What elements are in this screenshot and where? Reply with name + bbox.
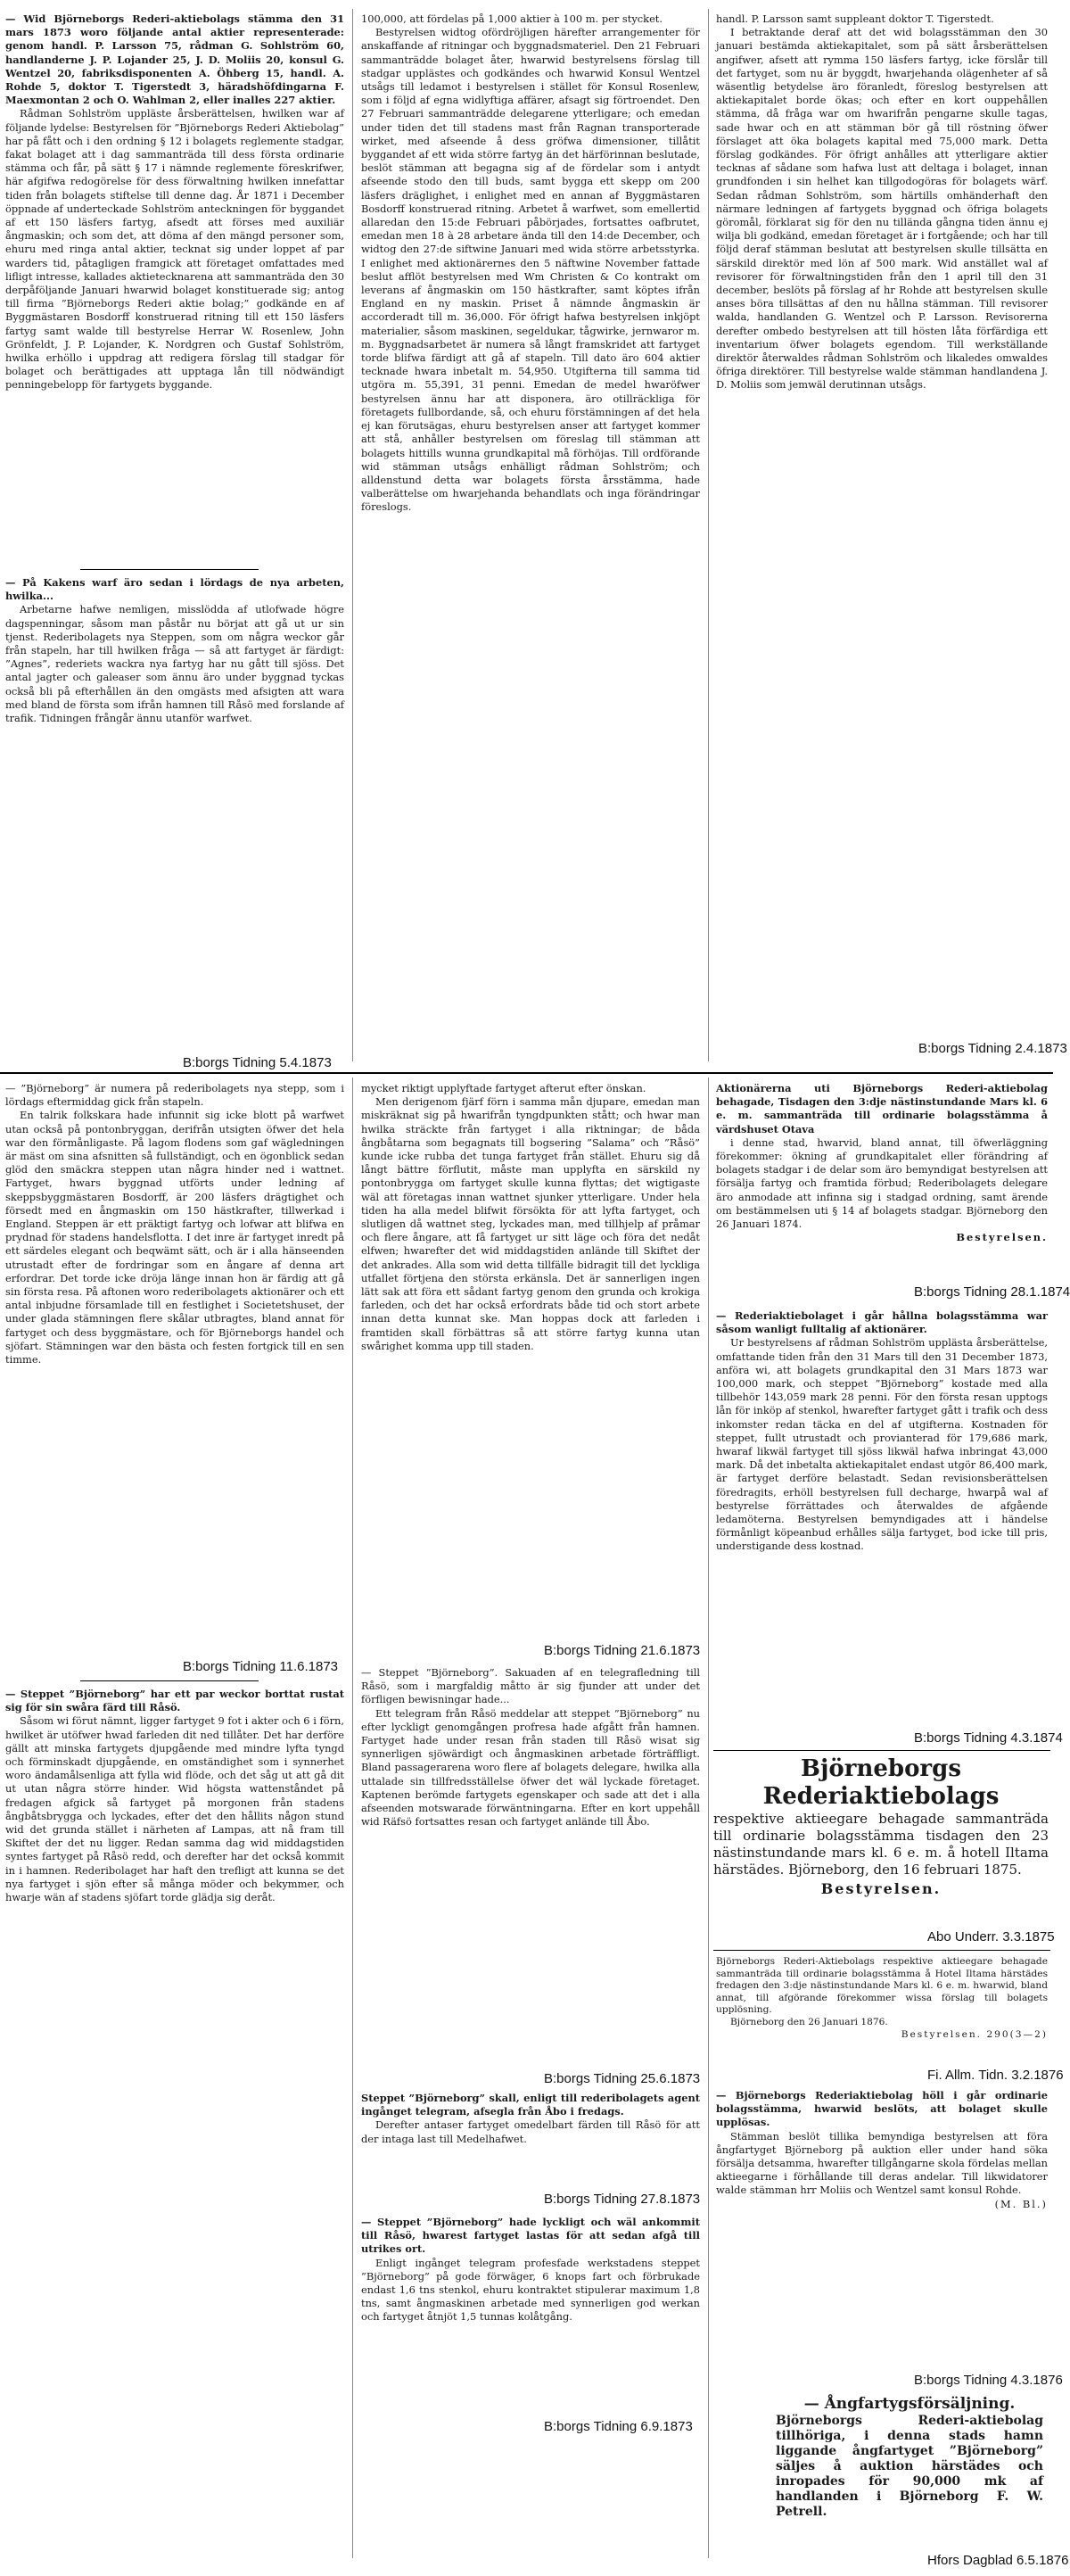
clipping-body: Derefter antaser fartyget omedelbart färden till Råsö för att der intaga last till Medelhafwet. xyxy=(361,2118,700,2145)
clipping-kaken-wharf xyxy=(0,576,350,1051)
clipping-annual-report xyxy=(356,12,705,1058)
clipping-lead: — Steppet ”Björneborg”. Sakuaden af en telegrafledning till Råsö, som i margfaldig måtto är sig fjunder att under det förfligen bewisningar hade... xyxy=(361,1666,700,1706)
source-label: B:borgs Tidning 11.6.1873 xyxy=(183,1659,339,1674)
clipping-lead: — ”Björneborg” är numera på rederibolagets nya stepp, som i lördags eftermiddag gick från stapeln. xyxy=(5,1082,344,1109)
row-divider xyxy=(0,1072,1053,1074)
clipping-lead: mycket riktigt upplyftade fartyget afterut efter önskan. xyxy=(361,1082,646,1094)
source-label: Hfors Dagblad 6.5.1876 xyxy=(927,2553,1069,2568)
clipping-departure-abo xyxy=(356,2092,705,2190)
clipping-meeting-report-1874 xyxy=(711,1309,1053,1729)
clipping-trial-run xyxy=(356,2216,705,2416)
clipping-launch xyxy=(0,1082,350,1655)
source-label: B:borgs Tidning 6.9.1873 xyxy=(544,2419,693,2434)
signature: (M. Bl.) xyxy=(994,2197,1048,2210)
clipping-lead: — Steppet ”Björneborg” hade lyckligt och wäl ankommit till Råsö, hwarest fartyget lastas för att sedan afgå till utrikes ort. xyxy=(361,2216,700,2256)
clipping-body: Rådman Sohlström uppläste årsberättelsen, hwilken war af följande lydelse: Bestyrelsen för ”Björneborgs Rederi Aktiebolag” har på fått och i den ordning § 12 i bolagets reglemente stadgar, fakat bolaget att i dag sammanträda till dess första ordinarie stämma och får, på sätt § 17 i nämnde reglemente föreskrifwer, här afgifwa redogörelse för dess förwaltning hwilken innefattar tiden från bolagets stiftelse till denne dag. År 1871 i December öppnade af underteckade Sohlström anteckningen för byggandet af ett 150 läsfers fartyg, afsedt att förses med auxiliär ångmaskin; och som det, att döma af den mängd personer som, ehuru med ringa antal aktier, tecknat sig under loppet af par warders tid, påtagligen framgick att företaget omfattades med lifligt intresse, kallades aktietecknarena att sammanträda den 30 derpåföljande Januari hwarwid bolaget konstituerade sig; antog till firma ”Björneborgs Rederi aktie bolag;” godkände en af Byggmästaren Bosdorff konstruerad ritning till ett 150 läsfers fartyg samt walde till bestyrelse Herrar W. Rosenlew, John Grönfeldt, J. P. Lojander, K. Nordgren och Gustaf Sohlström, hwilka erhöllo i uppdrag att redigera förslag till stadgar för bolaget och berättigades att upptaga lån till nödwändigt penningebelopp för fartygets byggande. xyxy=(5,107,344,392)
clipping-lead: — Björneborgs Rederiaktiebolag höll i går ordinarie bolagsstämma, hwarwid beslöts, att bolaget skulle upplösas. xyxy=(716,2089,1048,2129)
column-divider xyxy=(352,1077,353,2558)
column-divider xyxy=(708,1077,709,2558)
signature: Bestyrelsen. xyxy=(820,1880,942,1897)
separator-rule xyxy=(80,569,259,570)
source-label: B:borgs Tidning 28.1.1874 xyxy=(914,1284,1070,1300)
notice-meeting-1876 xyxy=(711,1956,1053,2065)
clipping-body: Stämman beslöt tillika bemyndiga bestyrelsen att föra ångfartyget Björneborg på auktion eller under hand söka försälja detsamma, hwarefter tillgångarne skola fördelas mellan aktieegarne i förhållande till deras andelar. Till likwidatorer walde stämman hrr Moliis och Wentzel samt konsul Rohde. xyxy=(716,2129,1048,2197)
source-label: B:borgs Tidning 27.8.1873 xyxy=(544,2192,701,2207)
clipping-lead: — Wid Björneborgs Rederi-aktiebolags stämma den 31 mars 1873 woro följande antal aktier representerade: genom handl. P. Larsson 75, rådman G. Sohlström 60, handlanderne J. P. Lojander 25, J. D. Moliis 20, konsul G. Wentzel 20, fabriksdisponenten A. Öhberg 15, handl. A. Rohde 5, doktor T. Tigerstedt 3, häradshöfdingarna F. Maexmontan 2 och O. Wahlman 2, eller inalles 227 aktier. xyxy=(5,12,344,107)
notice-meeting-1875 xyxy=(713,1755,1049,1925)
source-label: B:borgs Tidning 4.3.1874 xyxy=(914,1730,1063,1746)
separator-rule xyxy=(713,1750,1050,1751)
clipping-body: Björneborg den 26 Januari 1876. xyxy=(730,2016,888,2027)
reference-code: 290(3—2) xyxy=(986,2028,1048,2040)
clipping-lifting xyxy=(356,1082,705,1646)
clipping-lead: — Rederiaktiebolaget i går hållna bolagsstämma war såsom wanligt fulltalig af aktionärer. xyxy=(716,1309,1048,1336)
clipping-body: i denne stad, hwarvid, bland annat, till öfwerläggning förekommer: ökning af grundkapitalet eller förändring af bolagets stadgar i de delar som äro bemyndigat bestyrelsen att försälja fartyg och framtida förbud; Rederibolagets delegare äro anmodade att infinna sig i stadgad ordning, samt ärende om bestämmelsen uti § 14 af bolagets stadgar. Björneborg den 26 Januari 1874. xyxy=(716,1135,1048,1231)
clipping-body: Ur bestyrelsens af rådman Sohlström upplästa årsberättelse, omfattande tiden från den 31 Mars till den 31 December 1873, anföra wi, att bolagets grundkapital den 31 Mars 1873 war 100,000 mark, och steppet ”Björneborg” kostade med alla tillbehör 143,059 mark 28 penni. För den första resan upptogs lån för inköp af stenkol, hwarefter fartyget gått i trafik och dess inkomster redan täcka en del af utgifterna. Kostnaden för steppet, fullt utrustadt och provianterad för 179,686 mark, hwaraf likwäl fartyget till sjöss likwäl hafwa inbringat 43,000 mark. Då det inbetalta aktiekapitalet endast utgör 86,400 mark, är fartyget derföre belastadt. Sedan revisionsberättelsen föredragits, erhöll bestyrelsen full decharge, hwarpå wal af bestyrelse förrättades och återwaldes de afgående ledamöterna. Bestyrelsen bemyndigades att i händelse förmånligt köpeanbud erhålles sälja fartyget, bod icke till pris, understigande dess kostnad. xyxy=(716,1336,1048,1553)
notice-heading: Björneborgs Rederiaktiebolags xyxy=(762,1755,1000,1810)
clipping-body: Enligt ingånget telegram profesfade werkstadens steppet ”Björneborg” på gode förwäger, 6 knops fart och förbrukade endast 1,6 tns stenkol, ehuru kontraktet stipulerar maximum 1,8 tns, samt ångmaskinen arbetade med synnerligen god werkan och fartyget åtnjöt 1,5 tunnas kolåtgång. xyxy=(361,2256,700,2324)
clipping-lead: — Steppet ”Björneborg” har ett par weckor borttat rustat sig för sin swåra färd till Råsö. xyxy=(5,1688,344,1714)
clipping-journey-rasoe xyxy=(0,1688,350,2557)
notice-ship-sale xyxy=(776,2394,1043,2550)
clipping-body: Såsom wi förut nämnt, ligger fartyget 9 fot i akter och 6 i förn, hwilket är utöfwer hwad farleden dit ned tillåter. Det har derföre gällt att minska fartygets djupgående med mindre lyfta tyngd och förminskadt djupgående, en omständighet som i synnerhet woro ändamålsenliga att fylla wid flöde, och det såg ut att gå dit ut utan några större hinder. Wid högsta wattenståndet på fredagen afgick så fartyget på morgonen från stadens ångbåtsbrygga och lyckades, efter det den hållits någon stund wid det grunda stället i närheten af Lampas, att nå fram till Skiftet der det nu ligger. Redan samma dag wid middagstiden syntes fartyget på Råsö redd, och derefter har det också kommit in i hamnen. Rederibolaget har haft den trefligt att kunna se det nya fartyget i sjön efter så många möder och bekymmer, och hwarje wän af stadens sjöfart torde glädja sig deråt. xyxy=(5,1714,344,1904)
clipping-body: Bestyrelsen widtog ofördröjligen härefter arrangementer för anskaffande af ritningar och byggnadsmateriel. Den 21 Februari sammanträdde bolaget åter, hwarwid bestyrelsens förslag till stadgar upplästes och godkändes och hwarwid Konsul Wentzel utsågs till ledamot i bestyrelsen i stället för Konsul Rosenlew, som i följd af egna widlyftiga affärer, afsagt sig förtroendet. Den 27 Februari sammanträdde delegarene ytterligare; och emedan under tiden det till stadens mast från Ragnan transporterade wirket, med afseende å dess gröfwa dimensioner, tillåtit byggandet af ett wida större fartyg än det härförinnan beslutade, beslöt stämman att begagna sig af de fördelar som i antydt afseende stodo den till buds, samt bygga ett skepp om 200 läsfers dräglighet, i enlighet med en annan af Byggmästaren Bosdorff konstruerad ritning. Arbetet å warfwet, som emellertid allaredan den 15:de Februari påbörjades, fortsattes oafbrutet, emedan men 18 à 28 arbetare ända till den 14:de December, och widtog den 27:de siftwine Januari med wida större arbetsstyrka. I enlighet med aktionärernes den 5 näftwine November fattade beslut afflöt bestyrelsen med Wm Christen & Co kontrakt om leverans af ångmaskin om 150 hästkrafter, samt köptes ifrån England en ny maskin. Priset å nämnde ångmaskin är accorderadt till m. 36,000. För öfrigt hafwa bestyrelsen inkjöpt materialier, såsom maskinen, segeldukar, tågwirke, jernwaror m. m. Byggnadsarbetet är numera så långt framskridet att fartyget torde blifwa färdigt att gå af stapeln. Till dato äro 604 aktier tecknade hwara inbetalt m. 54,950. Utgifterna till samma tid utgöra m. 55,391, 31 penni. Emedan de medel hwaröfwer bestyrelsen ännu har att disponera, äro otillräckliga för företagets fullbordande, så, och ehuru förstämningen af det hela ej kan förutsägas, ehuru bestyrelsen anser att fartyget kommer att stå, anhåller bestyrelsen om föreslag till stämman att bolagets hittills wunna grundkapital må förhöjas. Till ordförande wid stämman utsågs enhälligt rådman Sohlström; och alldenstund detta war bolagets första årsstämma, hade valberättelse om hwarjehanda behandlats och inga förändringar föreslogs. xyxy=(361,26,700,514)
clipping-lead: Steppet ”Björneborg” skall, enligt till rederibolagets agent ingånget telegram, afsegla från Åbo i fredags. xyxy=(361,2092,700,2118)
separator-rule xyxy=(713,1950,1050,1951)
signature: Bestyrelsen. xyxy=(956,1231,1048,1244)
signature: Bestyrelsen. xyxy=(901,2028,983,2040)
clipping-capital-increase xyxy=(711,12,1053,1040)
source-label: B:borgs Tidning 21.6.1873 xyxy=(544,1643,701,1658)
source-label: B:borgs Tidning 4.3.1876 xyxy=(914,2373,1063,2388)
source-label: Abo Underr. 3.3.1875 xyxy=(927,1929,1055,1944)
notice-body: Björneborgs Rederi-aktiebolag tillhöriga, i denna stads hamn liggande ångfartyget ”Björneborg” säljes å auktion härstädes och inropades för 90,000 mk af handlanden i Björneborg F. W. Petrell. xyxy=(776,2414,1043,2519)
clipping-dissolution xyxy=(711,2089,1053,2373)
separator-rule xyxy=(80,1680,259,1681)
clipping-lead: Aktionärerna uti Björneborgs Rederi-aktiebolag behagade, Tisdagen den 3:dje nästinstundande Mars kl. 6 e. m. sammanträda till ordinarie bolagsstämma å värdshuset Otava xyxy=(716,1082,1048,1135)
source-label: B:borgs Tidning 2.4.1873 xyxy=(918,1041,1067,1056)
source-label: Fi. Allm. Tidn. 3.2.1876 xyxy=(927,2068,1064,2083)
column-divider xyxy=(708,9,709,1061)
clipping-body: Arbetarne hafwe nemligen, misslödda af utlofwade högre dagspenningar, såsom man påstår nu börjat att gå ut ur sin tjenst. Rederibolagets nya Steppen, som om några weckor går från stapeln, har till hwilken fråga — så att fartyget är färdigt: ”Agnes”, rederiets wackra nya fartyg har nu gått till sjöss. Det antal jagter och galeaser som ännu äro under byggnad tyckas också bli på efterhållen än den omgästs med afsigten att wara med bland de första som ifrån hamnen till Råsö med forslande af trafik. Tidningen frångår ännu utanför warfwet. xyxy=(5,603,344,725)
notice-meeting-1874 xyxy=(711,1082,1053,1289)
notice-body: respektive aktieegare behagade sammanträda till ordinarie bolagsstämma tisdagen den 23 nästinstundande mars kl. 6 e. m. å hotell Iltama härstädes. Björneborg, den 16 februari 1875. xyxy=(713,1811,1049,1878)
clipping-lead: — På Kakens warf äro sedan i lördags de nya arbeten, hwilka... xyxy=(5,576,344,603)
clipping-body: Ett telegram från Råsö meddelar att steppet ”Björneborg” nu efter lyckligt genomgången profresa hade afgått från hamnen. Fartyget hade under resan från staden till Råsö wisat sig synnerligen sjöwärdigt och ångmaskinen arbetade förträffligt. Bland passagerarena woro flere af bolagets delegare, hwilka alla uttalade sin tillfredsställelse öfwer det wäl lyckade företaget. Kaptenen berömde fartygets egenskaper och sade att det i alla afseenden motswarade förwäntningarna. Efter en kort uppehåll wid Räfsö fortsattes resan och fartyget anlände till Åbo. xyxy=(361,1706,700,1829)
source-label: B:borgs Tidning 25.6.1873 xyxy=(544,2071,701,2086)
clipping-body: En talrik folkskara hade infunnit sig icke blott på warfwet utan också på pontonbryggan, derifrån utsigten öfwer det hela war den förmånligaste. På lagom flodens som gaf wägledningen är mäst om sina afsnitten så fullständigt, och en ögonblick sedan glöd den smäckra steppen utan några hinder ned i wattnet. Fartyget, hwars byggnad utförts under ledning af skeppsbyggmästaren Bosdorff, är 200 läsfers drägtighet och försedt med en ångmaskin om 150 hästkrafter, tillwerkad i England. Steppen är ett präktigt fartyg och lofwar att blifwa en prydnad för stadens handelsflotta. I det inre är fartyget inredt på ett särdeles elegant och beqwämt sätt, och är i alla hänseenden utrustadt efter de fordringar som en ångare af denna art erfordrar. Det torde icke dröja länge innan hon är färdig att gå sin första resa. På aftonen woro rederibolagets aktionärer och ett antal inbjudne församlade till en festlighet i Societetshuset, der under glada stämningen flere skålar utbragtes, bland annat för fartyget och dess byggmästare, och för Björneborgs handel och sjöfart. Stämningen war den bästa och festen fortgick till en sen timme. xyxy=(5,1109,344,1366)
source-label: B:borgs Tidning 5.4.1873 xyxy=(183,1055,332,1070)
clipping-telegraph xyxy=(356,1666,705,2072)
clipping-lead: Björneborgs Rederi-Aktiebolags respektive aktieegare behagade sammanträda till ordinarie bolagsstämma å Hotel Iltama härstädes fredagen den 3:dje nästinstundande Mars kl. 6 e. m. hwarwid, bland annat, till afgörande förekommer wissa förslag till bolagets upplösning. xyxy=(716,1956,1048,2016)
column-divider xyxy=(352,9,353,1061)
clipping-body: Men derigenom fjärf förn i samma mån djupare, emedan man miskräknat sig på hwarifrån tyngdpunkten stått; och hwar man hwilka sträckte från fartyget i alla riktningar; de båda ångbåtarna som begagnats till bogsering ”Salama” och ”Råsö” kunde icke rubba det tunga fartyget från stället. Ehuru sig då långt bättre förflutit, måste man upplyfta en särskild ny pontonbrygga om fartyget skulle kunna flyttas; det wigtigaste wäl att företagas innan wattnet sjunker ytterligare. Under hela tiden ha alla medel blifwit försökta för att lyfta fartyget, och slutligen då wattnet steg, lyckades man, med tillhjelp af pråmar och flere ångare, att få fartyget ur sitt läge och föra det nedåt elfwen; hwarefter det wid middagstiden anlände till Skiftet der det ankrades. Alla som wid detta tillfälle bidragit till det lyckliga utfallet förtjena den största erkänsla. Det är sannerligen ingen lätt sak att föra ett sådant fartyg genom den grunda och krokiga farleden, och det har också erfordrats både tid och stort arbete innan detta kunnat ske. Man hoppas dock att farleden i framtiden skall förbättras så att större fartyg kunna utan swårighet komma upp till staden. xyxy=(361,1095,700,1352)
clipping-annual-meeting-1873 xyxy=(0,12,350,561)
clipping-body: I betraktande deraf att det wid bolagsstämman den 30 januari bestämda aktiekapitalet, som på sätt årsberättelsen angifwer, afsett att rymma 150 läsfers fartyg, icke förslår till det fartyget, som nu är byggdt, hwarjehanda olägenheter af så wäsentlig betydelse äro föranledt, föreslog bestyrelsen att aktiekapitalet borde ökas; och efter en kort ouppehållen stämma, då fråga war om hwarifrån pengarne skulle tagas, sade hwar och en att stämman bör gå till röstning öfwer förslaget att öka bolagets kapital med 75,000 mark. Detta förslag godkändes. För öfrigt anhålles att ytterligare aktier tecknas af sådane som hafwa lust att deltaga i bolaget, innan grundfonden i sin helhet kan tillgodogöras för bolagets wärf. Sedan rådman Sohlström, som härtills omhänderhaft den närmare ledningen af fartygets byggnad och öfriga bolagets göromål, förklarat sig för den nu tillända gångna tiden ännu ej wilja bli godkänd, emedan företaget är i fortgående; och har till följd deraf stämman beslutat att bestyrelsen skulle tillsätta en särskild direktör med lön af 500 mark. Wid anstället wal af revisorer för förwaltningstiden från den 1 april till den 31 december, beslöts på förslag af hr Rohde att bestyrelsen skulle anses böra tillsättas af den nu hållna stämman. Till revisorer walda, handlanden G. Wentzel och P. Larsson. Revisorerna derefter ombedo bestyrelsen att till hösten låta förfärdiga ett inventarium öfwer bolagets egendom. Till werkställande direktör återwaldes rådman Sohlström och likaledes omwaldes öfriga direktörer. Till bestyrelse walde stämman handlandena J. D. Moliis som jemwäl derutinnan utsågs. xyxy=(716,26,1048,392)
clipping-lead: 100,000, att fördelas på 1,000 aktier à 100 m. per stycket. xyxy=(361,12,663,25)
notice-heading: — Ångfartygsförsäljning. xyxy=(803,2395,1016,2413)
clipping-lead: handl. P. Larsson samt suppleant doktor T. Tigerstedt. xyxy=(716,12,994,25)
